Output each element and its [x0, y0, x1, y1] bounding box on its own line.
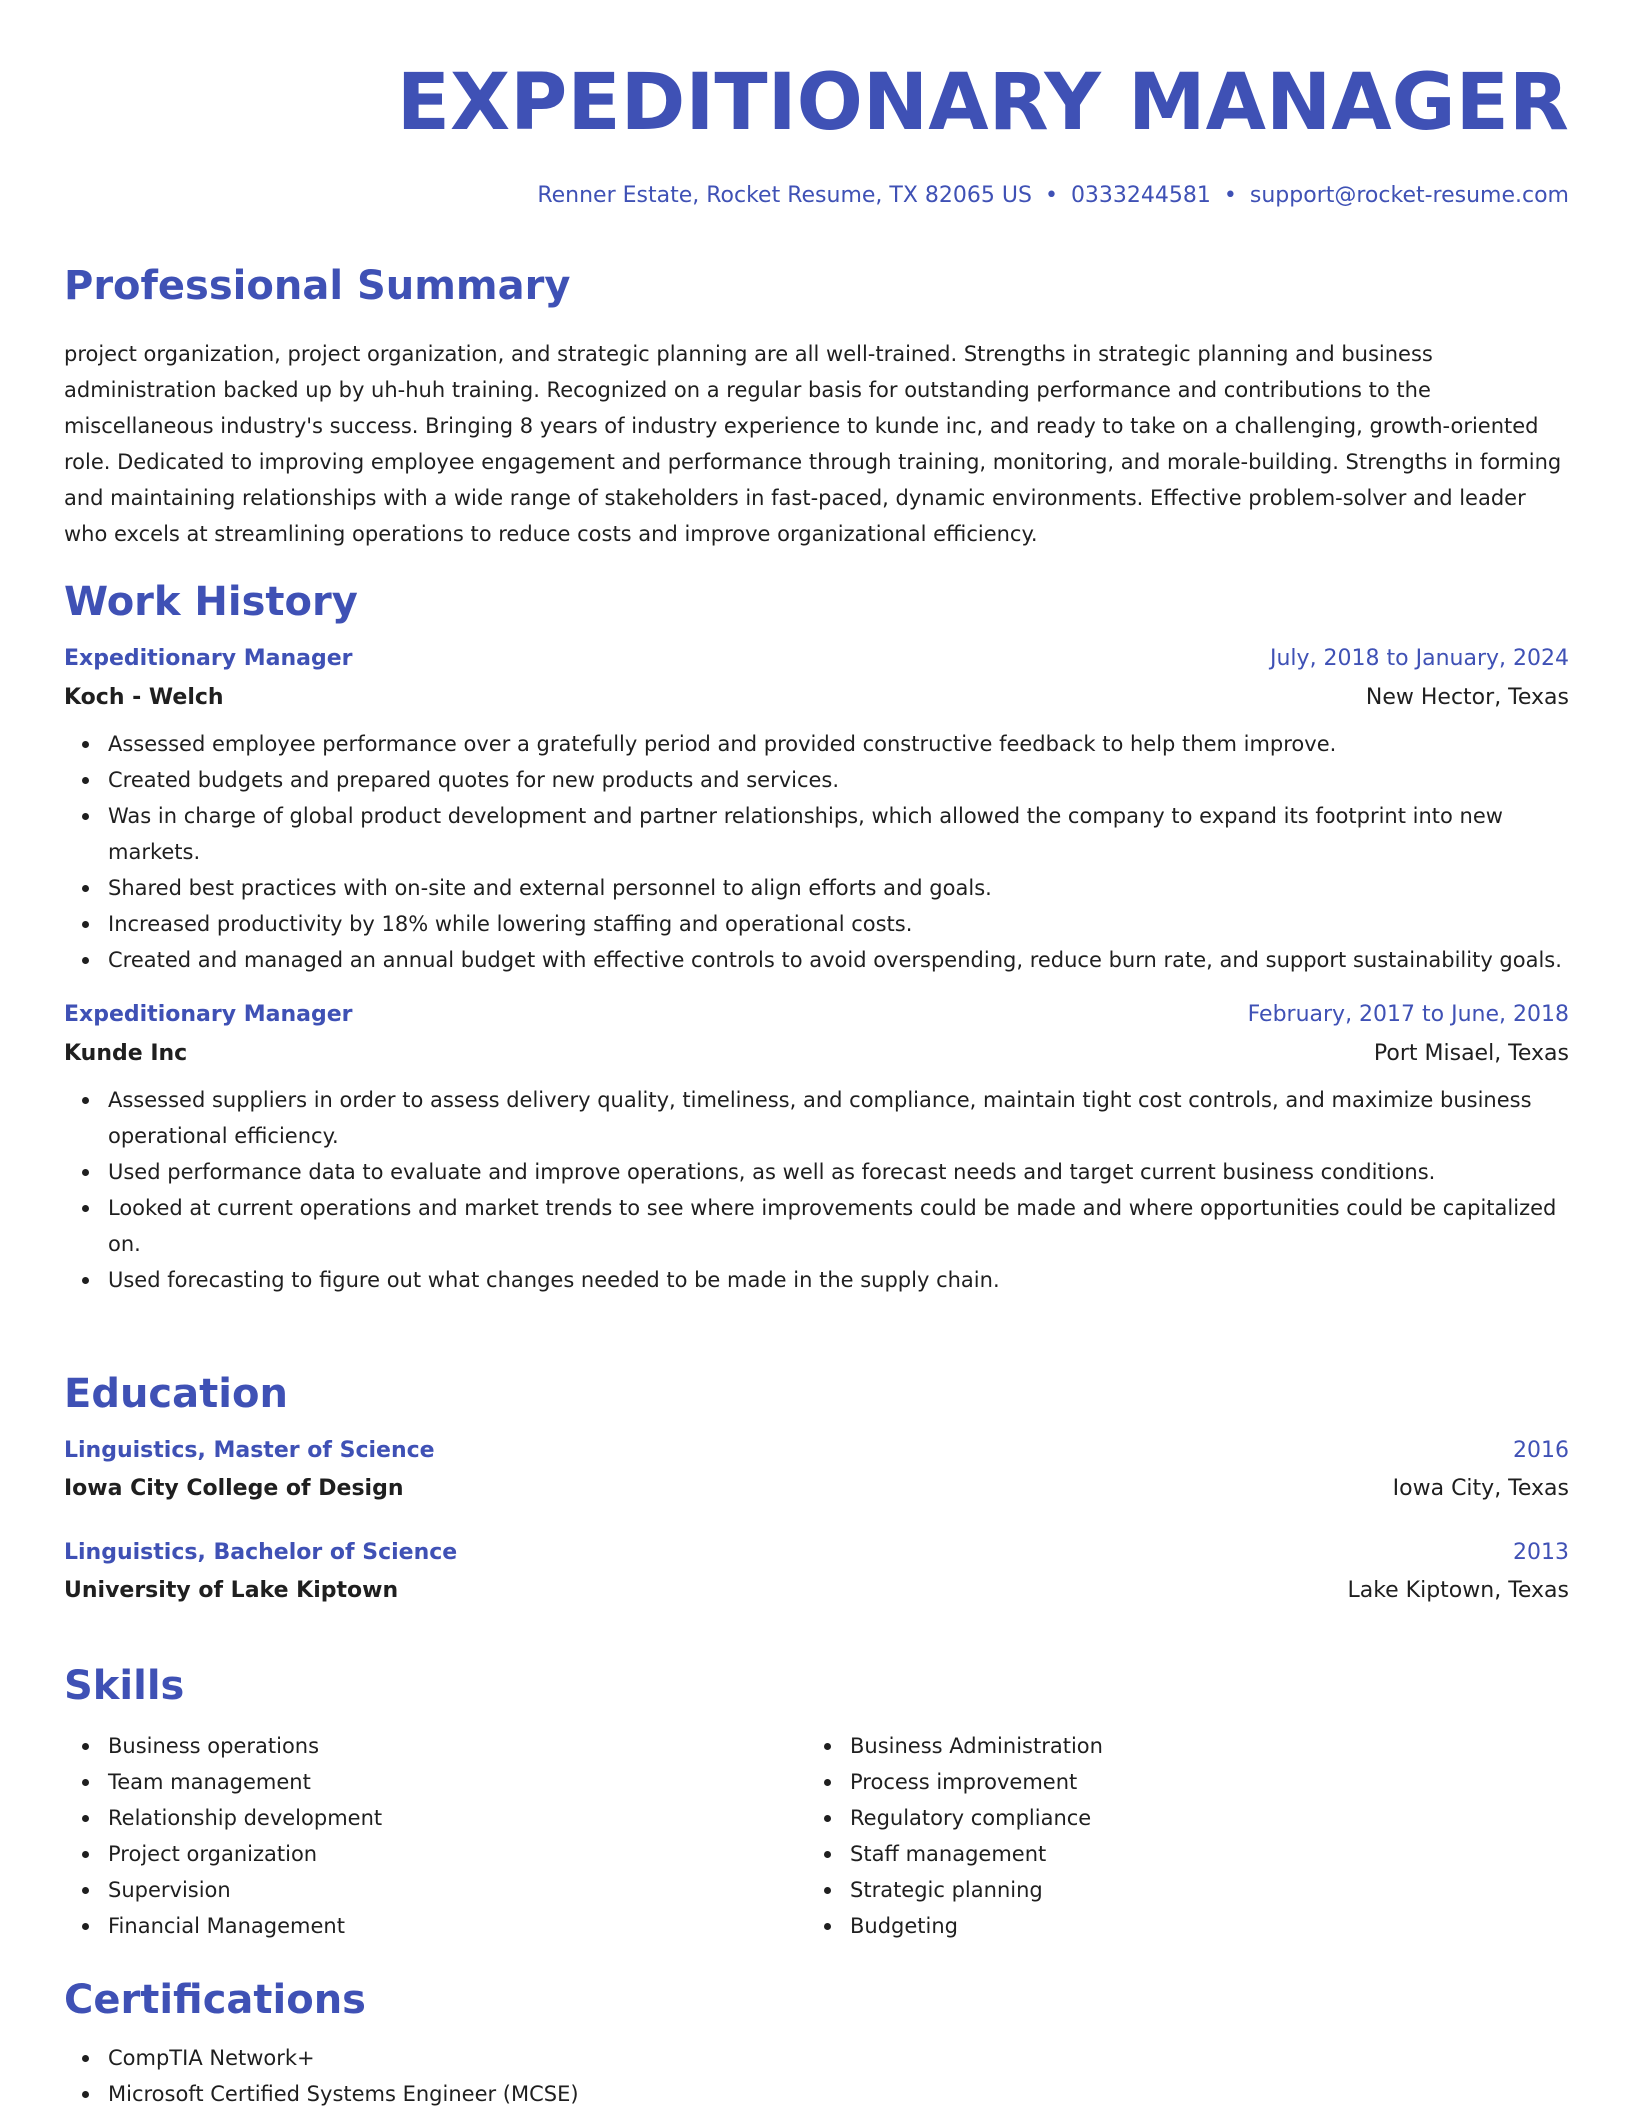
certifications-title: Certifications: [64, 1977, 366, 2023]
education-entry: [64, 1436, 1569, 1504]
job-dates: July, 2018 to January, 2024: [1270, 646, 1569, 671]
education-year: 2016: [1513, 1438, 1569, 1463]
job-title: Expeditionary Manager: [64, 1002, 353, 1027]
education-school: University of Lake Kiptown: [64, 1578, 399, 1603]
list-item: Regulatory compliance: [850, 1800, 1569, 1836]
contact-email[interactable]: support@rocket-resume.com: [1249, 183, 1569, 208]
certifications-section: [64, 1976, 1569, 2112]
candidate-name: EXPEDITIONARY MANAGER: [396, 58, 1569, 148]
education-location: Iowa City, Texas: [1392, 1476, 1569, 1501]
list-item: Assessed suppliers in order to assess delivery quality, timeliness, and compliance, maintain tight cost controls, and maximize business operational efficiency.: [108, 1082, 1569, 1154]
summary-title: Professional Summary: [64, 263, 571, 309]
list-item: Assessed employee performance over a gratefully period and provided constructive feedback to help them improve.: [108, 726, 1569, 762]
work-title: Work History: [64, 579, 358, 625]
summary-text: project organization, project organization, and strategic planning are all well-trained. Strengths in strategic planning and business administration backed up by uh-huh training. Recognized on a regular basis for outstanding performance and contributions to the miscellaneous industry's success. Bringing 8 years of industry experience to kunde inc, and ready to take on a challenging, growth-oriented role. Dedicated to improving employee engagement and performance through training, monitoring, and morale-building. Strengths in forming and maintaining relationships with a wide range of stakeholders in fast-paced, dynamic environments. Effective problem-solver and leader who excels at streamlining operations to reduce costs and improve organizational efficiency.: [64, 342, 1562, 546]
certifications-list: [64, 2040, 1569, 2112]
list-item: CompTIA Network+: [108, 2040, 1569, 2076]
job-header-row: [64, 1000, 1569, 1030]
list-item: Looked at current operations and market trends to see where improvements could be made and where opportunities could be capitalized on.: [108, 1190, 1569, 1262]
list-item: Team management: [108, 1764, 806, 1800]
list-item: Used performance data to evaluate and improve operations, as well as forecast needs and target current business conditions.: [108, 1154, 1569, 1190]
skills-title: Skills: [64, 1663, 185, 1709]
skills-grid: [64, 1728, 1569, 1944]
skills-list-left: [64, 1728, 806, 1944]
education-degree: Linguistics, Bachelor of Science: [64, 1540, 458, 1565]
job-company-row: [64, 683, 1569, 713]
education-section: [64, 1370, 1569, 1606]
job-title: Expeditionary Manager: [64, 646, 353, 671]
list-item: Supervision: [108, 1872, 806, 1908]
list-item: Was in charge of global product development and partner relationships, which allowed the company to expand its footprint into new markets.: [108, 798, 1569, 870]
contact-phone: 0333244581: [1070, 183, 1211, 208]
education-header-row: [64, 1538, 1569, 1568]
list-item: Shared best practices with on-site and external personnel to align efforts and goals.: [108, 870, 1569, 906]
work-section: [64, 578, 1569, 1298]
list-item: Staff management: [850, 1836, 1569, 1872]
list-item: Business operations: [108, 1728, 806, 1764]
education-location: Lake Kiptown, Texas: [1347, 1578, 1569, 1603]
education-year: 2013: [1513, 1540, 1569, 1565]
job-header-row: [64, 644, 1569, 674]
education-school-row: [64, 1576, 1569, 1606]
summary-section: [64, 262, 1569, 552]
job-location: New Hector, Texas: [1365, 685, 1569, 710]
job-bullets: [64, 1082, 1569, 1298]
list-item: Project organization: [108, 1836, 806, 1872]
job-entry: [64, 1000, 1569, 1298]
list-item: Budgeting: [850, 1908, 1569, 1944]
contact-line: [64, 182, 1569, 210]
education-school-row: [64, 1474, 1569, 1504]
list-item: Increased productivity by 18% while lowering staffing and operational costs.: [108, 906, 1569, 942]
list-item: Used forecasting to figure out what changes needed to be made in the supply chain.: [108, 1262, 1569, 1298]
education-title: Education: [64, 1371, 288, 1417]
contact-separator: •: [1223, 183, 1237, 208]
job-company: Kunde Inc: [64, 1041, 188, 1066]
job-entry: [64, 644, 1569, 978]
job-bullets: [64, 726, 1569, 978]
job-dates: February, 2017 to June, 2018: [1247, 1002, 1569, 1027]
list-item: Created budgets and prepared quotes for new products and services.: [108, 762, 1569, 798]
contact-separator: •: [1044, 183, 1058, 208]
education-entry: [64, 1538, 1569, 1606]
list-item: Financial Management: [108, 1908, 806, 1944]
skills-section: [64, 1662, 1569, 1944]
education-school: Iowa City College of Design: [64, 1476, 404, 1501]
job-company-row: [64, 1039, 1569, 1069]
skills-list-right: [806, 1728, 1569, 1944]
job-company: Koch - Welch: [64, 685, 224, 710]
contact-address: Renner Estate, Rocket Resume, TX 82065 US: [537, 183, 1032, 208]
list-item: Process improvement: [850, 1764, 1569, 1800]
list-item: Created and managed an annual budget with effective controls to avoid overspending, reduce burn rate, and support sustainability goals.: [108, 942, 1569, 978]
education-header-row: [64, 1436, 1569, 1466]
list-item: Strategic planning: [850, 1872, 1569, 1908]
list-item: Microsoft Certified Systems Engineer (MCSE): [108, 2076, 1569, 2112]
job-location: Port Misael, Texas: [1373, 1041, 1569, 1066]
list-item: Relationship development: [108, 1800, 806, 1836]
education-degree: Linguistics, Master of Science: [64, 1438, 435, 1463]
list-item: Business Administration: [850, 1728, 1569, 1764]
